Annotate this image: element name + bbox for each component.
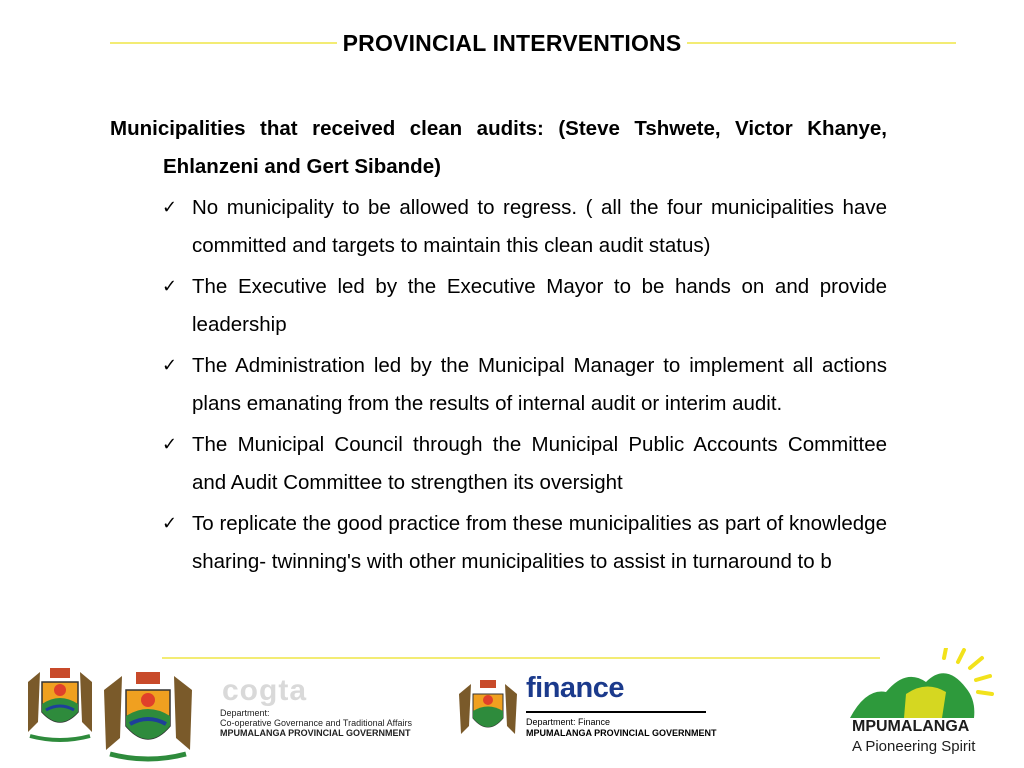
bullet-text: The Executive led by the Executive Mayor to be hands on and provide leadership: [192, 275, 887, 336]
cogta-logo-text: cogta: [222, 674, 308, 707]
bullet-text: The Administration led by the Municipal Manager to implement all actions plans emanating from the results of internal audit or interim audit.: [192, 354, 887, 415]
list-item: [110, 189, 887, 265]
bullet-list: [110, 189, 887, 581]
checkmark-icon: ✓: [162, 513, 178, 534]
coat-of-arms-logo-center: [98, 664, 198, 764]
bullet-text: The Municipal Council through the Municipal Public Accounts Committee and Audit Committee to strengthen its oversight: [192, 433, 887, 494]
slide-body: [110, 110, 887, 581]
finance-rule: [526, 711, 706, 713]
footer-rule: [162, 657, 880, 659]
checkmark-icon: ✓: [162, 355, 178, 376]
bullet-text: To replicate the good practice from these municipalities as part of knowledge sharing- twinning's with other municipalities to assist in turnaround to b: [192, 512, 887, 573]
coat-of-arms-logo-left: [20, 662, 100, 744]
finance-line-1: Department: Finance: [526, 717, 611, 727]
finance-line-2: MPUMALANGA PROVINCIAL GOVERNMENT: [526, 728, 717, 738]
checkmark-icon: ✓: [162, 276, 178, 297]
page-title: [0, 30, 1024, 57]
list-item: [110, 505, 887, 581]
mpumalanga-name: MPUMALANGA: [852, 718, 970, 735]
list-item: [110, 426, 887, 502]
coat-of-arms-logo-finance: [455, 676, 521, 742]
page-title-text: PROVINCIAL INTERVENTIONS: [337, 30, 688, 56]
cogta-line-2: Co-operative Governance and Traditional Affairs: [220, 718, 412, 728]
section-heading: Municipalities that received clean audits: (Steve Tshwete, Victor Khanye, Ehlanzeni and Gert Sibande): [110, 117, 887, 178]
cogta-line-3: MPUMALANGA PROVINCIAL GOVERNMENT: [220, 728, 411, 738]
bullet-text: No municipality to be allowed to regress. ( all the four municipalities have committed and targets to maintain this clean audit status): [192, 196, 887, 257]
finance-department-label: [526, 717, 717, 739]
cogta-department-label: [220, 708, 412, 738]
mpumalanga-sun-logo: [846, 648, 996, 720]
list-item: [110, 268, 887, 344]
finance-logo-text: finance: [526, 672, 625, 704]
checkmark-icon: ✓: [162, 197, 178, 218]
list-item: [110, 347, 887, 423]
mpumalanga-slogan: A Pioneering Spirit: [852, 738, 976, 755]
checkmark-icon: ✓: [162, 434, 178, 455]
cogta-line-1: Department:: [220, 708, 270, 718]
